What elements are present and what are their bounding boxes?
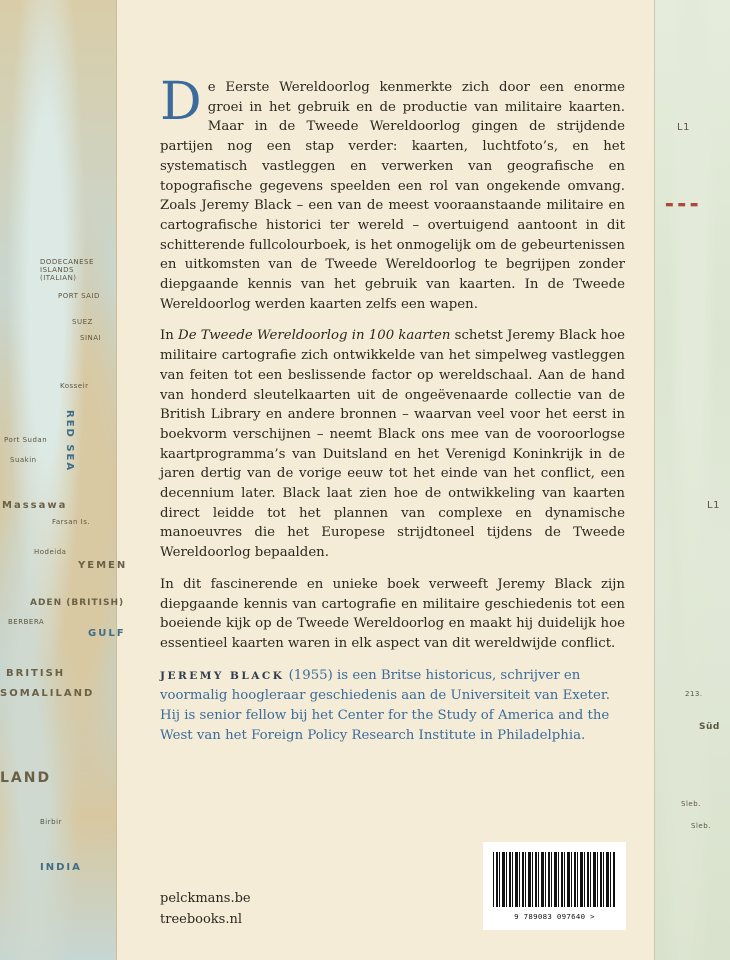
- map-label-sleb-1: Sleb.: [681, 800, 701, 808]
- map-label-213: 213.: [685, 690, 703, 698]
- paragraph-2-text: schetst Jeremy Black hoe militaire cartografie zich ontwikkelde van het simpelweg vastleggen van feiten tot een beslissende factor op wereldschaal. Aan de hand van honderd sleutelkaarten uit de ongeëvenaarde collectie van de British Library en andere bronnen – waarvan veel voor het eerst in boekvorm verschijnen – neemt Black ons mee van de vooroorlogse kaartprogramma’s van Duitsland en het Verenigd Koninkrijk in de jaren dertig van de vorige eeuw tot het einde van het conflict, een decennium later. Black laat zien hoe de ontwikkeling van kaarten direct leidde tot het plannen van complexe en dynamische manoeuvres die het Europese strijdtoneel tijdens de Tweede Wereldoorlog bepaalden.: [160, 328, 625, 561]
- map-label-red-line: ▬ ▬ ▬: [665, 200, 699, 210]
- drop-cap: D: [160, 72, 202, 132]
- map-label-suez: SUEZ: [72, 318, 93, 326]
- map-label-sud: Süd: [699, 722, 720, 732]
- map-label-aden: ADEN (BRITISH): [30, 598, 125, 608]
- book-title: De Tweede Wereldoorlog in 100 kaarten: [178, 328, 451, 344]
- map-label-india: INDIA: [40, 862, 82, 873]
- map-label-suakin: Suakin: [10, 456, 37, 464]
- barcode-number: 9 789083 097640 >: [514, 912, 595, 921]
- map-label-land: LAND: [0, 770, 52, 786]
- map-label-port-said: PORT SAID: [58, 292, 100, 300]
- map-label-sinai: SINAI: [80, 334, 102, 342]
- map-label-kosseir: Kosseir: [60, 382, 89, 390]
- right-map-strip: [654, 0, 730, 960]
- map-label-gulf: GULF: [88, 628, 126, 639]
- isbn-barcode: [483, 842, 626, 930]
- map-label-dodecanese: DODECANESE ISLANDS (ITALIAN): [40, 258, 94, 282]
- map-label-somaliland: SOMALILAND: [0, 688, 95, 699]
- map-label-port-sudan: Port Sudan: [4, 436, 48, 444]
- map-label-farsan: Farsan Is.: [52, 518, 91, 526]
- map-label-yemen: YEMEN: [78, 560, 128, 571]
- map-label-l1-mid: L1: [707, 500, 720, 511]
- intro-text: e Eerste Wereldoorlog kenmerkte zich door een enorme groei in het gebruik en de productie van militaire kaarten. Maar in de Tweede Wereldoorlog gingen de strijdende partijen nog een stap verder: kaarten, luchtfoto’s, en het systematisch vastleggen en verwerken van geografische en topografische gegevens speelden een rol van ongekende omvang. Zoals Jeremy Black – een van de meest vooraanstaande militaire en cartografische historici ter wereld – overtuigend aantoont in dit schitterende fullcolourboek, is het onmogelijk om de gebeurtenissen en uitkomsten van de Tweede Wereldoorlog te begrijpen zonder diepgaande kennis van het gebruik van kaarten. In de Tweede Wereldoorlog werden kaarten zelfs een wapen.: [160, 80, 625, 312]
- map-label-sleb-2: Sleb.: [691, 822, 711, 830]
- map-label-birbir: Birbir: [40, 818, 62, 826]
- map-label-hodeida: Hodeida: [34, 548, 67, 556]
- website-pelckmans: pelckmans.be: [160, 891, 251, 906]
- map-label-berbera: BERBERA: [8, 618, 45, 626]
- left-map-strip: [0, 0, 128, 960]
- intro-paragraph: [160, 72, 625, 314]
- website-treebooks: treebooks.nl: [160, 912, 243, 927]
- author-bio-text: (1955) is een Britse historicus, schrijver en voormalig hoogleraar geschiedenis aan de Universiteit van Exeter. Hij is senior fellow bij het Center for the Study of America and the West van het Foreign Policy Research Institute in Philadelphia.: [160, 667, 611, 743]
- map-label-l1-top: L1: [677, 122, 690, 133]
- paragraph-2: [160, 326, 625, 562]
- publisher-websites: [160, 888, 251, 930]
- paragraph-3: In dit fascinerende en unieke boek verweeft Jeremy Black zijn diepgaande kennis van cartografie en militaire geschiedenis tot een boeiende kijk op de Tweede Wereldoorlog en maakt hij duidelijk hoe essentieel kaarten waren in elk aspect van dit wereldwijde conflict.: [160, 576, 625, 651]
- map-label-massawa: Massawa: [2, 500, 68, 511]
- back-cover-text: [160, 72, 625, 758]
- map-label-red-sea: RED SEA: [64, 410, 75, 473]
- paragraph-2-lead: In: [160, 328, 179, 344]
- author-bio: [160, 666, 625, 746]
- map-label-british: BRITISH: [6, 668, 66, 679]
- author-name: JEREMY BLACK: [160, 669, 285, 682]
- barcode-bars: [493, 852, 616, 907]
